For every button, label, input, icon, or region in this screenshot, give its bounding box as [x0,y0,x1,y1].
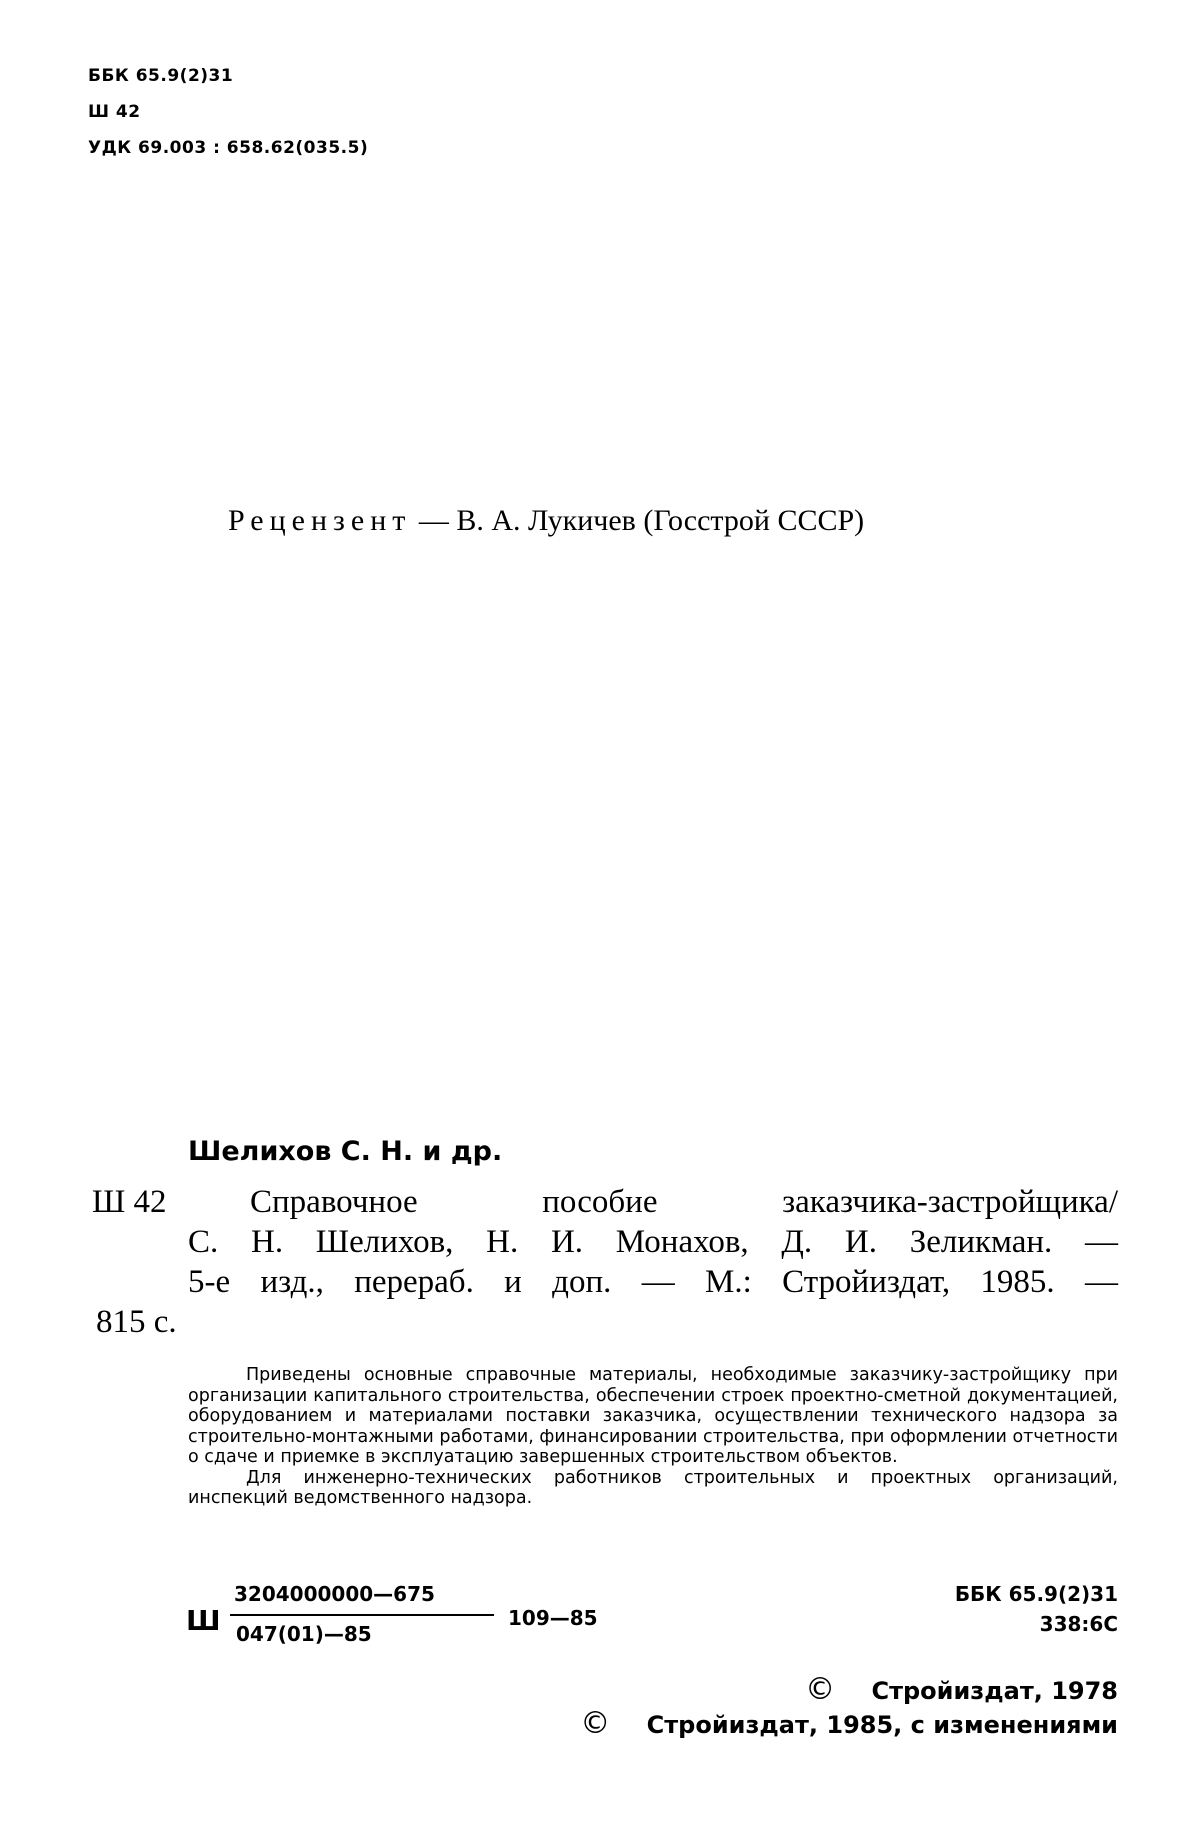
bibliographic-code: Ш 42 [92,1184,167,1220]
udc-code: УДК 69.003 : 658.62(035.5) [88,138,369,158]
order-number: 109—85 [508,1606,598,1630]
copyright-icon: © [805,1672,836,1707]
publication-codes [186,1582,1118,1652]
bibliographic-line-2: С. Н. Шелихов, Н. И. Монахов, Д. И. Зеликман. — [188,1224,1118,1260]
abstract-paragraph-2: Для инженерно-технических работников строительных и проектных организаций, инспекций ведомственного надзора. [188,1467,1118,1508]
copyright-icon: © [580,1706,611,1741]
abstract-paragraph-1: Приведены основные справочные материалы, необходимые заказчику-застройщику при организации капитального строительства, обеспечении строек проектно-сметной документацией, оборудованием и материалами поставки заказчика, осуществлении технического надзора за строительно-монтажными работами, финансировании строительства, при оформлении отчетности о сдаче и приемке в эксплуатацию завершенных строительством объектов. [188,1365,1118,1467]
author-index: Ш 42 [88,102,141,122]
copyright-text-1: Стройиздат, 1978 [871,1677,1118,1705]
reviewer-label: Рецензент [228,504,412,537]
bbk-code: ББК 65.9(2)31 [88,66,234,86]
subject-mark: 338:6С [1039,1612,1118,1636]
isbn-prefix: Ш [186,1604,221,1637]
copyright-line-1 [805,1672,1118,1707]
copyright-text-2: Стройиздат, 1985, с изменениями [646,1711,1118,1739]
bibliographic-record [92,1182,1118,1342]
classification-block [88,58,368,166]
copyright-line-2 [580,1706,1118,1741]
reviewer-name: — В. А. Лукичев (Госстрой СССР) [418,504,865,537]
bibliographic-line-4: 815 с. [96,1304,177,1340]
abstract [188,1365,1118,1509]
fraction-bar [230,1614,494,1616]
bbk-footer-code: ББК 65.9(2)31 [954,1582,1118,1606]
reviewer-line [228,504,864,538]
isbn-numerator: 3204000000—675 [234,1582,435,1606]
bibliographic-line-3: 5-е изд., перераб. и доп. — М.: Стройиздат, 1985. — [188,1264,1118,1300]
bibliographic-line-1: Справочное пособие заказчика-застройщика/ [250,1184,1118,1220]
isbn-denominator: 047(01)—85 [236,1622,372,1646]
author-heading: Шелихов С. Н. и др. [188,1136,503,1167]
